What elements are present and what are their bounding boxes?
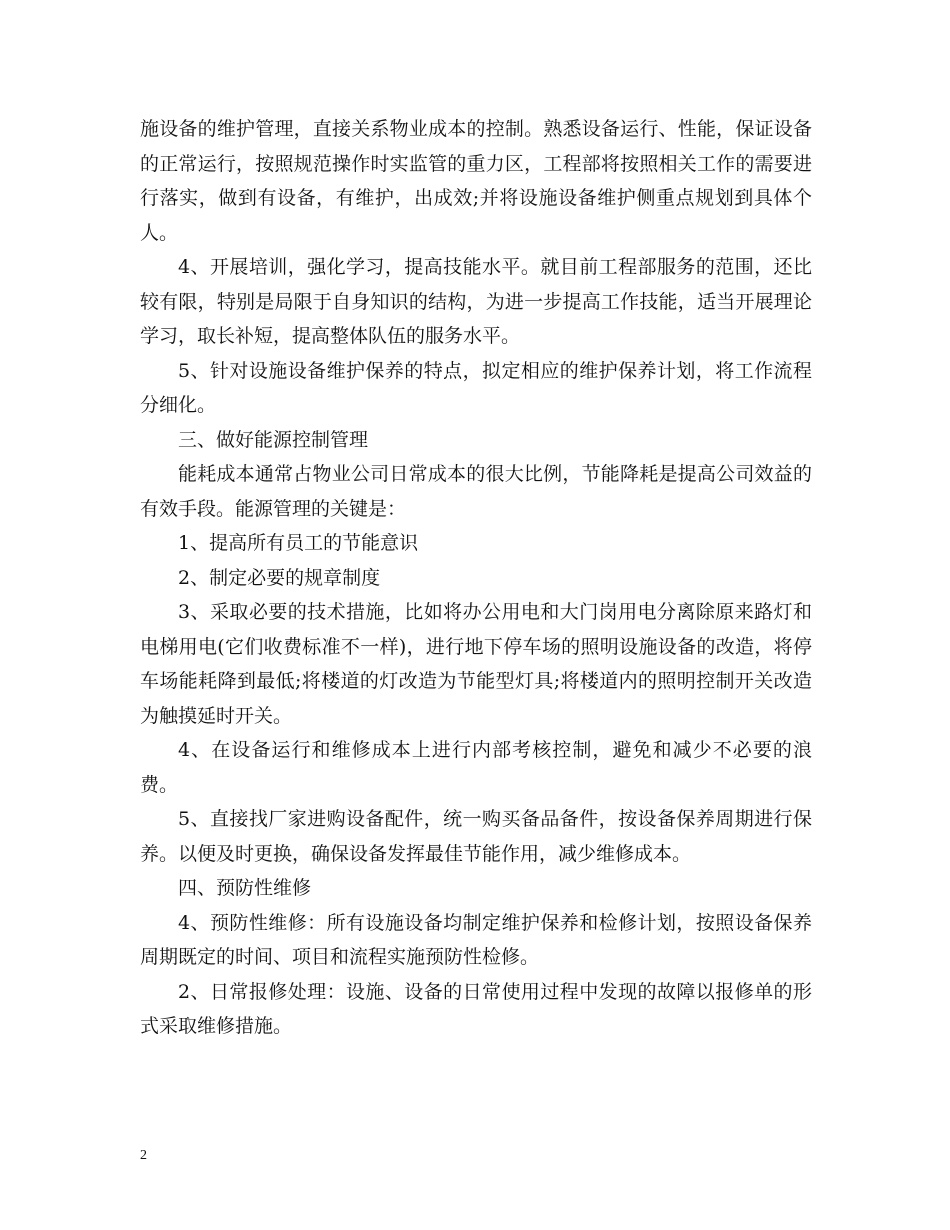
list-item-rules: 2、制定必要的规章制度 [178, 566, 381, 589]
paragraph-energy-intro: 能耗成本通常占物业公司日常成本的很大比例，节能降耗是提高公司效益的有效手段。能源管理的关键是： [140, 463, 812, 520]
list-item-awareness: 1、提高所有员工的节能意识 [178, 532, 419, 554]
list-item-parts-purchase: 5、直接找厂家进购设备配件，统一购买备品备件，按设备保养周期进行保养。以便及时更换，确保设备发挥最佳节能作用，减少维修成本。 [140, 808, 812, 865]
page-number: 2 [140, 1148, 147, 1163]
section-heading-energy: 三、做好能源控制管理 [178, 428, 369, 451]
list-item-technical-measures: 3、采取必要的技术措施，比如将办公用电和大门岗用电分离除原来路灯和电梯用电(它们收费标准不一样)，进行地下停车场的照明设施设备的改造，将停车场能耗降到最低;将楼道的灯改造为节能型灯具;将楼道内的照明控制开关改造为触摸延时开关。 [140, 601, 812, 727]
list-item-preventive-maintenance: 4、预防性维修：所有设施设备均制定维护保养和检修计划，按照设备保养周期既定的时间、项目和流程实施预防性检修。 [140, 911, 812, 968]
paragraph-training: 4、开展培训，强化学习，提高技能水平。就目前工程部服务的范围，还比较有限，特别是局限于自身知识的结构，为进一步提高工作技能，适当开展理论学习，取长补短，提高整体队伍的服务水平。 [140, 256, 812, 347]
paragraph-maintenance-plan: 5、针对设施设备维护保养的特点，拟定相应的维护保养计划，将工作流程分细化。 [140, 359, 812, 416]
paragraph-continuation: 施设备的维护管理，直接关系物业成本的控制。熟悉设备运行、性能，保证设备的正常运行，按照规范操作时实监管的重力区，工程部将按照相关工作的需要进行落实，做到有设备，有维护，出成效;并将设施设备维护侧重点规划到具体个人。 [140, 118, 812, 244]
section-heading-preventive: 四、预防性维修 [178, 877, 312, 899]
document-body [140, 112, 812, 1044]
list-item-daily-repair: 2、日常报修处理：设施、设备的日常使用过程中发现的故障以报修单的形式采取维修措施。 [140, 980, 812, 1037]
list-item-cost-control: 4、在设备运行和维修成本上进行内部考核控制，避免和减少不必要的浪费。 [140, 739, 812, 796]
